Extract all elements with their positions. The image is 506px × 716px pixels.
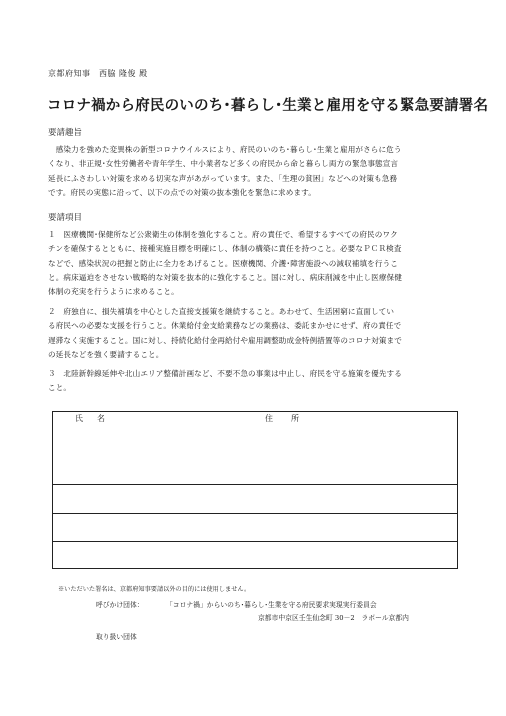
handler-label: 取り扱い団体 (96, 633, 137, 641)
text-line: などで、感染状況の把握と防止に全力をあげること。医療機関、介護･障害施設への減収補填を行うこ (48, 258, 398, 268)
text-line: 遅滞なく実施すること。国に対し、持続化給付金再給付や雇用調整助成金特例措置等のコロナ対策まで (48, 335, 402, 345)
signature-row[interactable] (53, 484, 457, 514)
text-line: １ 医療機関･保健所など公衆衛生の体制を強化すること。府の責任で、希望するすべての府民のワク (48, 230, 398, 239)
text-line: と。病床逼迫をさせない戦略的な対策を抜本的に強化すること。国に対し、病床削減を中止し医療保健 (48, 272, 402, 282)
items-heading: 要請項目 (48, 213, 83, 223)
text-line: こと。 (48, 383, 72, 393)
text-line: チンを確保するとともに、接種実施目標を明確にし、体制の構築に責任を持つこと。必要なＰＣＲ検査 (48, 244, 402, 254)
text-line: ２ 府独自に、損失補填を中心とした直接支援策を継続すること。あわせて、生活困窮に直面してい (48, 307, 395, 316)
signature-table (52, 411, 458, 569)
request-item-2 (48, 305, 460, 362)
text-line: 感染力を強めた変異株の新型コロナウイルスにより、府民のいのち･暮らし･生業と雇用がさらに危う (48, 145, 402, 154)
petition-title: コロナ禍から府民のいのち･暮らし･生業と雇用を守る緊急要請署名 (47, 98, 489, 114)
purpose-text (48, 143, 460, 200)
text-line: 体制の充実を行うように求めること。 (48, 287, 179, 297)
signature-row[interactable] (53, 513, 457, 542)
request-item-1 (48, 228, 460, 299)
text-line: くなり、非正規･女性労働者や青年学生、中小業者など多くの府民から命と暮らし両方の緊急事態宣言 (48, 159, 399, 169)
text-line: の延長などを強く要請すること。 (48, 349, 164, 359)
text-line: 延長にふさわしい対策を求める切実な声があがっています。また、「生理の貧困」などへの対策も急務 (48, 173, 398, 183)
text-line: る府民への必要な支援を行うこと。休業給付金支給業務などの業務は、委託まかせにせず、府の責任で (48, 321, 402, 331)
signature-row[interactable] (53, 541, 457, 570)
text-line: ３ 北陸新幹線延伸や北山エリア整備計画など、不要不急の事業は中止し、府民を守る施策を優先する (48, 369, 402, 378)
request-item-3 (48, 367, 460, 396)
organizer-label: 呼びかけ団体： (96, 601, 144, 609)
name-column-header: 氏名 (75, 414, 119, 423)
privacy-note: ※いただいた署名は、京都府知事要請以外の目的には使用しません。 (58, 586, 251, 593)
signature-table-header (53, 412, 457, 426)
purpose-heading: 要請趣旨 (48, 128, 83, 138)
text-line: です。府民の実態に沿って、以下の点での対策の抜本強化を緊急に求めます。 (48, 187, 316, 197)
organizer-name: 「コロナ禍」からいのち･暮らし･生業を守る府民要求実現実行委員会 (166, 601, 377, 609)
organizer-address: 京都市中京区壬生仙念町 30－2 ラボール京都内 (258, 614, 409, 622)
addressee: 京都府知事 西脇 隆俊 殿 (48, 69, 148, 78)
address-column-header: 住所 (265, 414, 317, 423)
